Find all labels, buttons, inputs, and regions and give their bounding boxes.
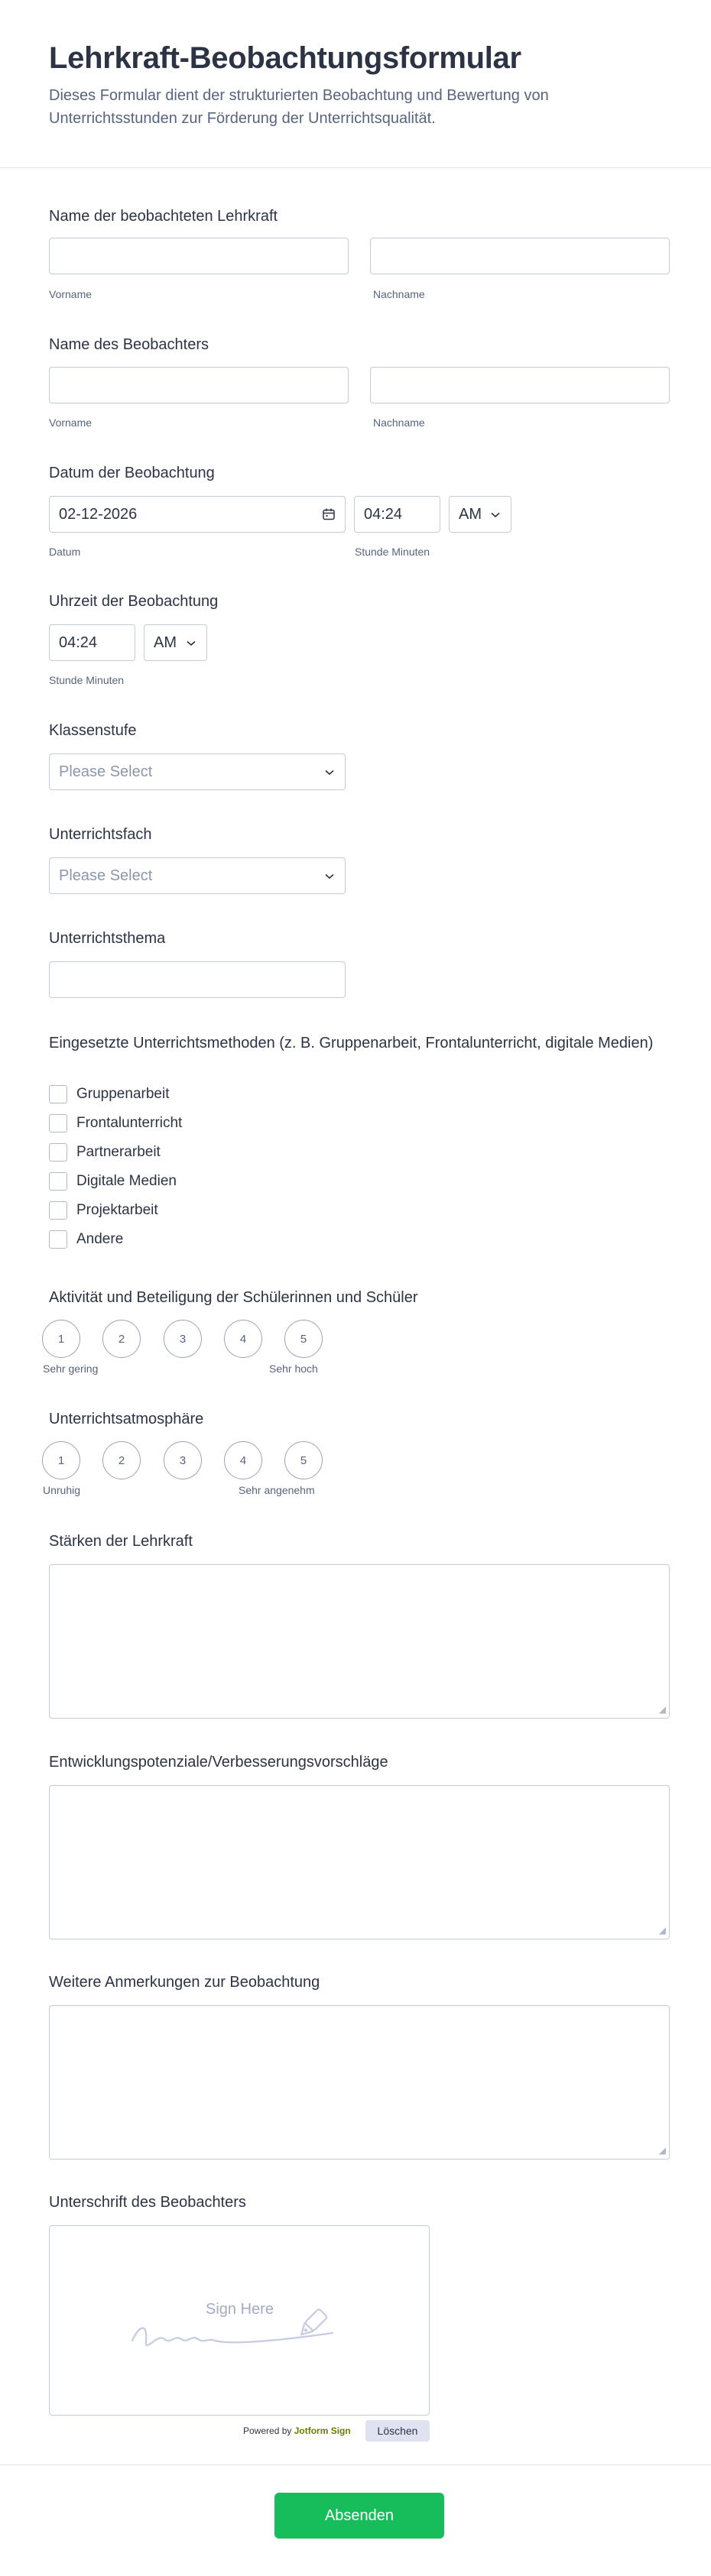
remarks-label: Weitere Anmerkungen zur Beobachtung [49,1974,320,1991]
time-input[interactable]: 04:24 [49,624,135,661]
jotform-sign-brand: Jotform Sign [294,2425,351,2436]
teacher-last-sublabel: Nachname [373,288,425,300]
date-time-input[interactable]: 04:24 [354,496,440,533]
footer-divider [0,2464,711,2465]
submit-button[interactable]: Absenden [274,2493,444,2539]
methods-option[interactable]: Frontalunterricht [49,1109,182,1138]
observer-name-label: Name des Beobachters [49,336,209,353]
checkbox[interactable] [49,1114,67,1132]
checkbox[interactable] [49,1230,67,1249]
chevron-down-icon [325,766,334,778]
methods-checkbox-list [49,1080,182,1254]
remarks-textarea[interactable] [49,2005,670,2160]
signature-label: Unterschrift des Beobachters [49,2194,246,2211]
grade-placeholder: Please Select [59,763,153,780]
methods-option[interactable]: Partnerarbeit [49,1138,182,1167]
activity-scale-2[interactable]: 2 [102,1320,141,1358]
observer-last-sublabel: Nachname [373,416,425,429]
checkbox[interactable] [49,1143,67,1162]
time-ampm-select[interactable] [144,624,207,661]
date-sublabel: Datum [49,546,81,558]
time-sublabel: Stunde Minuten [49,674,125,686]
atmosphere-label: Unterrichtsatmosphäre [49,1411,204,1427]
atmosphere-max-label: Sehr angenehm [239,1484,315,1496]
teacher-first-name-input[interactable] [49,238,349,274]
powered-by: Powered by Jotform Sign [243,2425,351,2436]
teacher-first-sublabel: Vorname [49,288,93,300]
signature-pad[interactable] [49,2225,430,2416]
topic-input[interactable] [49,961,346,998]
activity-scale-1[interactable]: 1 [42,1320,80,1358]
strengths-label: Stärken der Lehrkraft [49,1533,193,1550]
form-title: Lehrkraft-Beobachtungsformular [49,41,521,75]
chevron-down-icon [187,637,196,649]
date-ampm-value: AM [459,505,482,523]
activity-scale-3[interactable]: 3 [164,1320,202,1358]
form-description: Dieses Formular dient der strukturierten Beobachtung und Bewertung von Unterrichtsstunden zur Förderung der Unterrichtsqualität. [49,87,549,127]
resize-handle-icon[interactable]: ◢ [658,2145,666,2156]
strengths-textarea[interactable] [49,1564,670,1719]
atmosphere-min-label: Unruhig [43,1484,81,1496]
methods-label: Eingesetzte Unterrichtsmethoden (z. B. Gruppenarbeit, Frontalunterricht, digitale Medien) [49,1035,654,1051]
methods-option[interactable]: Projektarbeit [49,1196,182,1225]
sign-here-placeholder: Sign Here [206,2301,274,2318]
subject-select[interactable] [49,857,346,894]
activity-label: Aktivität und Beteiligung der Schülerinnen und Schüler [49,1289,418,1306]
checkbox[interactable] [49,1172,67,1191]
atmosphere-scale-3[interactable]: 3 [164,1441,202,1479]
resize-handle-icon[interactable]: ◢ [658,1704,666,1715]
atmosphere-scale-4[interactable]: 4 [224,1441,262,1479]
atmosphere-scale-5[interactable]: 5 [284,1441,323,1479]
time-ampm-value: AM [154,633,177,651]
subject-label: Unterrichtsfach [49,826,152,843]
methods-option[interactable]: Gruppenarbeit [49,1080,182,1109]
observer-first-sublabel: Vorname [49,416,93,429]
chevron-down-icon [325,870,334,882]
form-header [0,0,711,168]
atmosphere-scale-2[interactable]: 2 [102,1441,141,1479]
chevron-down-icon [491,508,500,520]
date-value: 02-12-2026 [59,505,138,523]
subject-placeholder: Please Select [59,867,153,884]
checkbox[interactable] [49,1201,67,1220]
teacher-name-label: Name der beobachteten Lehrkraft [49,208,278,225]
observer-last-name-input[interactable] [370,367,670,403]
calendar-icon[interactable] [322,507,336,521]
checkbox[interactable] [49,1085,67,1103]
activity-scale-5[interactable]: 5 [284,1320,323,1358]
activity-scale-4[interactable]: 4 [224,1320,262,1358]
clear-signature-button[interactable]: Löschen [365,2420,430,2442]
topic-label: Unterrichtsthema [49,930,166,947]
methods-option[interactable]: Andere [49,1225,182,1254]
date-input[interactable] [49,496,346,533]
atmosphere-scale-1[interactable]: 1 [42,1441,80,1479]
development-label: Entwicklungspotenziale/Verbesserungsvorschläge [49,1754,388,1771]
activity-min-label: Sehr gering [43,1363,99,1375]
observation-time-label: Uhrzeit der Beobachtung [49,593,219,610]
development-textarea[interactable] [49,1785,670,1939]
grade-select[interactable] [49,753,346,790]
resize-handle-icon[interactable]: ◢ [658,1925,666,1936]
activity-max-label: Sehr hoch [269,1363,318,1375]
observation-date-label: Datum der Beobachtung [49,465,215,481]
date-time-sublabel: Stunde Minuten [355,546,430,558]
date-ampm-select[interactable] [449,496,511,533]
methods-option[interactable]: Digitale Medien [49,1167,182,1196]
teacher-last-name-input[interactable] [370,238,670,274]
signature-placeholder-graphic [50,2226,430,2416]
observer-first-name-input[interactable] [49,367,349,403]
grade-label: Klassenstufe [49,722,137,739]
